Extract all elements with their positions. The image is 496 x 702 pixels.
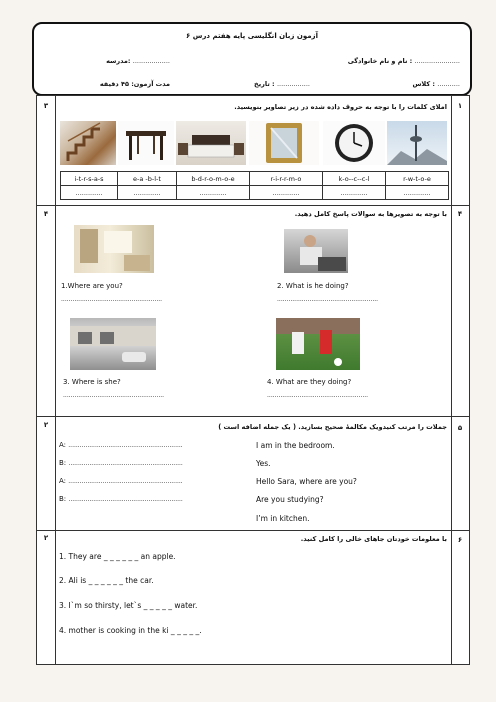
man-icon bbox=[284, 229, 348, 273]
dialogue-line-3[interactable]: A: ............................................................ bbox=[59, 477, 183, 485]
dialogue-line-2[interactable]: B: ............................................................ bbox=[59, 459, 183, 467]
q1-score: ۳ bbox=[43, 102, 49, 110]
scrambled-word: k-o--c--c-l bbox=[323, 172, 386, 186]
school-field: مدرسه: .................. bbox=[106, 57, 170, 65]
exam-header bbox=[32, 22, 472, 96]
q2-question-2: 2. What is he doing? bbox=[277, 282, 349, 290]
q2-instruction: با توجه به تصویرها به سوالات پاسخ کامل دهید. bbox=[294, 210, 447, 218]
q1-instruction: املای کلمات را با توجه به حروف داده شده در زیر تصاویر بنویسید. bbox=[234, 103, 447, 111]
dialogue-line-4[interactable]: B: ............................................................ bbox=[59, 495, 183, 503]
scrambled-word: b-d-r-o-m-o-e bbox=[177, 172, 250, 186]
mirror-icon bbox=[249, 121, 319, 165]
room-icon bbox=[74, 225, 154, 273]
name-field: نام و نام خانوادگی : ...................... bbox=[347, 57, 460, 65]
q3-number: ۵ bbox=[457, 424, 463, 432]
stairs-icon bbox=[60, 121, 116, 165]
q4-score: ۲ bbox=[43, 534, 49, 542]
duration-label: مدت آزمون: ۴۵ دقیقه bbox=[99, 80, 170, 88]
dialogue-sentence: Are you studying? bbox=[256, 495, 324, 504]
dialogue-line-1[interactable]: A: ............................................................ bbox=[59, 441, 183, 449]
answer-blank[interactable]: ............. bbox=[323, 186, 386, 200]
dialogue-sentence: I am in the bedroom. bbox=[256, 441, 335, 450]
q1-word-table bbox=[60, 171, 449, 200]
q3-instruction: جملات را مرتب کنیدویک مکالمهٔ صحیح بسازید. ( یک جمله اضافه است ) bbox=[218, 423, 447, 431]
date-field: تاریخ : ................ bbox=[254, 80, 310, 88]
working-man-photo bbox=[284, 229, 348, 273]
q4-instruction: با معلومات خودتان جاهای خالی را کامل کنید. bbox=[300, 535, 447, 543]
tower-image bbox=[387, 121, 447, 165]
fill-blank-item[interactable]: 3. I`m so thirsty, let`s _ _ _ _ _ water. bbox=[59, 601, 198, 610]
q2-answer-line-4[interactable]: ..................................................... bbox=[267, 392, 369, 399]
q2-question-4: 4. What are they doing? bbox=[267, 378, 352, 386]
dialogue-sentence: Hello Sara, where are you? bbox=[256, 477, 357, 486]
exam-title: آزمون زبان انگلیسی پایه هفتم درس ۶ bbox=[186, 32, 318, 40]
tower-icon bbox=[387, 121, 447, 165]
q1-number: ۱ bbox=[457, 102, 463, 110]
answer-blank[interactable]: ............. bbox=[61, 186, 118, 200]
q4-number: ۶ bbox=[457, 536, 463, 544]
answer-blank[interactable]: ............. bbox=[177, 186, 250, 200]
exam-sheet bbox=[36, 95, 470, 665]
answer-blank[interactable]: ............. bbox=[118, 186, 177, 200]
class-field: کلاس : ........... bbox=[412, 80, 460, 88]
bed-icon bbox=[176, 121, 246, 165]
scrambled-word: r-i-r-r-m-o bbox=[250, 172, 323, 186]
q2-question-3: 3. Where is she? bbox=[63, 378, 121, 386]
answer-blank[interactable]: ............. bbox=[386, 186, 449, 200]
clock-image bbox=[323, 121, 385, 165]
q2-question-1: 1.Where are you? bbox=[61, 282, 123, 290]
bedroom-image bbox=[176, 121, 246, 165]
table-image bbox=[118, 121, 174, 165]
scrambled-word: e-a -b-l-t bbox=[118, 172, 177, 186]
q2-number: ۴ bbox=[457, 210, 463, 218]
football-players-icon bbox=[276, 318, 360, 370]
parking-photo bbox=[70, 318, 156, 370]
fill-blank-item[interactable]: 4. mother is cooking in the ki _ _ _ _ _. bbox=[59, 626, 202, 635]
q2-answer-line-3[interactable]: ..................................................... bbox=[63, 392, 165, 399]
fill-blank-item[interactable]: 2. Ali is _ _ _ _ _ _ the car. bbox=[59, 576, 154, 585]
q2-answer-line-1[interactable]: ..................................................... bbox=[61, 296, 163, 303]
mirror-image bbox=[249, 121, 319, 165]
stairs-image bbox=[60, 121, 116, 165]
q3-score: ۲ bbox=[43, 421, 49, 429]
answer-blank[interactable]: ............. bbox=[250, 186, 323, 200]
fill-blank-item[interactable]: 1. They are _ _ _ _ _ _ an apple. bbox=[59, 552, 176, 561]
q2-score: ۴ bbox=[43, 210, 49, 218]
scrambled-word: r-w-t-o-e bbox=[386, 172, 449, 186]
football-photo bbox=[276, 318, 360, 370]
table-icon bbox=[118, 121, 174, 165]
room-photo bbox=[74, 225, 154, 273]
clock-icon bbox=[323, 121, 385, 165]
dialogue-sentence: I’m in kitchen. bbox=[256, 514, 310, 523]
dialogue-sentence: Yes. bbox=[256, 459, 271, 468]
scrambled-word: i-t-r-s-a-s bbox=[61, 172, 118, 186]
q2-answer-line-2[interactable]: ..................................................... bbox=[277, 296, 379, 303]
garage-icon bbox=[70, 318, 156, 370]
